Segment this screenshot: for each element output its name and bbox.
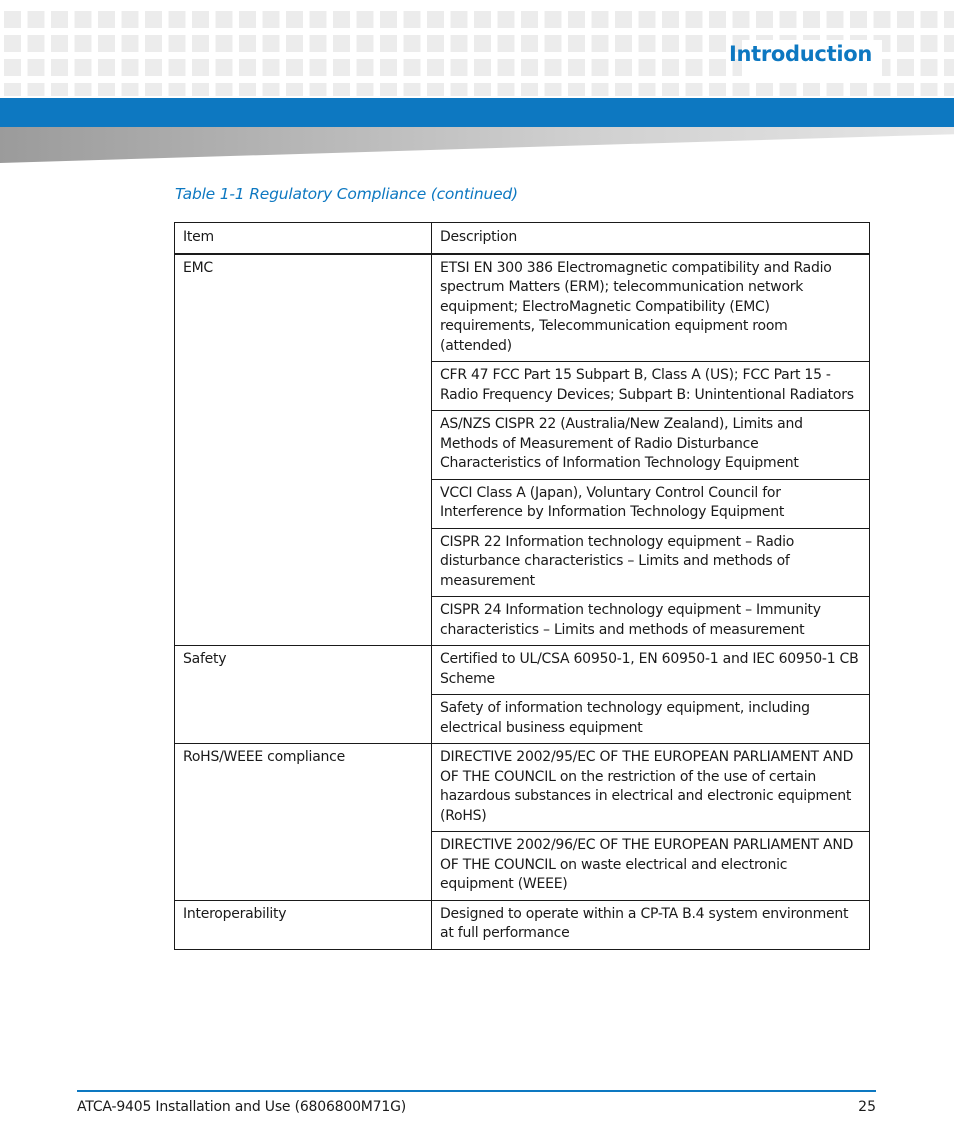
footer-rule	[77, 1090, 876, 1092]
item-cell-interoperability: Interoperability	[175, 900, 432, 949]
description-cell: Safety of information technology equipment, including electrical business equipment	[432, 695, 870, 744]
table-row	[175, 646, 870, 695]
column-header-item: Item	[175, 223, 432, 254]
page-number: 25	[858, 1099, 876, 1115]
table-row	[175, 900, 870, 949]
table-row	[175, 254, 870, 362]
item-cell-rohs-weee: RoHS/WEEE compliance	[175, 744, 432, 901]
item-cell-safety: Safety	[175, 646, 432, 744]
item-cell-emc: EMC	[175, 254, 432, 646]
column-header-description: Description	[432, 223, 870, 254]
table-row	[175, 744, 870, 832]
description-cell: CISPR 24 Information technology equipment – Immunity characteristics – Limits and methods of measurement	[432, 597, 870, 646]
header-grey-wedge	[0, 127, 954, 163]
description-cell: CFR 47 FCC Part 15 Subpart B, Class A (US); FCC Part 15 - Radio Frequency Devices; Subpart B: Unintentional Radiators	[432, 362, 870, 411]
section-title: Introduction	[728, 42, 872, 66]
description-cell: Designed to operate within a CP-TA B.4 system environment at full performance	[432, 900, 870, 949]
header-blue-bar	[0, 98, 954, 127]
regulatory-compliance-table	[174, 222, 870, 950]
footer-document-title: ATCA-9405 Installation and Use (6806800M71G)	[77, 1099, 406, 1115]
description-cell: Certified to UL/CSA 60950-1, EN 60950-1 and IEC 60950-1 CB Scheme	[432, 646, 870, 695]
description-cell: CISPR 22 Information technology equipment – Radio disturbance characteristics – Limits and methods of measurement	[432, 528, 870, 597]
table-caption: Table 1-1 Regulatory Compliance (continued)	[175, 185, 518, 203]
description-cell: AS/NZS CISPR 22 (Australia/New Zealand), Limits and Methods of Measurement of Radio Disturbance Characteristics of Information Technology Equipment	[432, 411, 870, 480]
description-cell: ETSI EN 300 386 Electromagnetic compatibility and Radio spectrum Matters (ERM); telecommunication network equipment; ElectroMagnetic Compatibility (EMC) requirements, Telecommunication equipment room (attended)	[432, 254, 870, 362]
description-cell: DIRECTIVE 2002/95/EC OF THE EUROPEAN PARLIAMENT AND OF THE COUNCIL on the restriction of the use of certain hazardous substances in electrical and electronic equipment (RoHS)	[432, 744, 870, 832]
table-header-row	[175, 223, 870, 254]
description-cell: VCCI Class A (Japan), Voluntary Control Council for Interference by Information Technology Equipment	[432, 479, 870, 528]
description-cell: DIRECTIVE 2002/96/EC OF THE EUROPEAN PARLIAMENT AND OF THE COUNCIL on waste electrical and electronic equipment (WEEE)	[432, 832, 870, 901]
